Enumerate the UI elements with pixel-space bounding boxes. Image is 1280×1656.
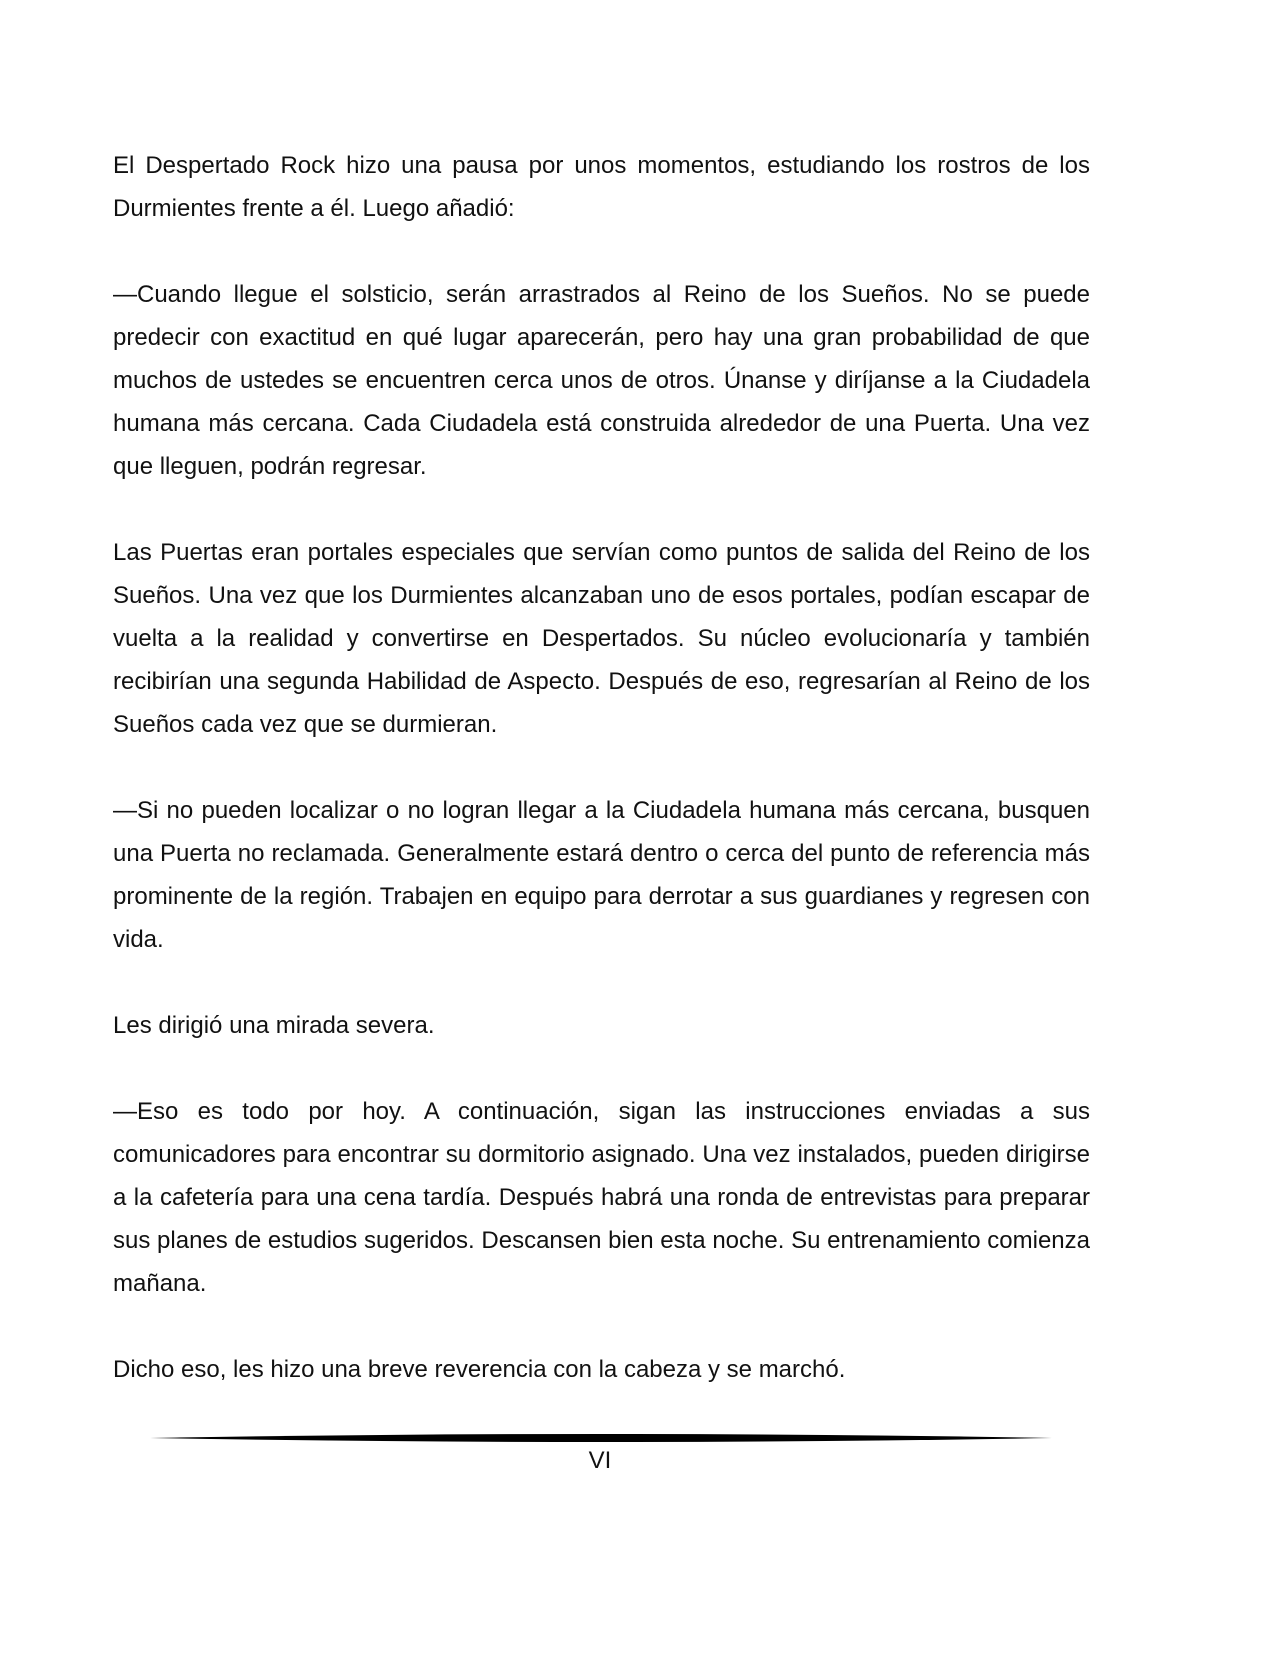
paragraph-7: Dicho eso, les hizo una breve reverencia con la cabeza y se marchó. bbox=[113, 1356, 846, 1383]
footer-divider bbox=[150, 1432, 1052, 1444]
page-number: VI bbox=[588, 1447, 612, 1474]
paragraph-3: Las Puertas eran portales especiales que servían como puntos de salida del Reino de los Sueños. Una vez que los Durmientes alcanzaban uno de esos portales, podían escapar de vuelta a la realidad y convertirse en Despertados. Su núcleo evolucionaría y también recibirían una segunda Habilidad de Aspecto. Después de eso, regresarían al Reino de los Sueños cada vez que se durmieran. bbox=[113, 539, 1090, 738]
paragraph-5: Les dirigió una mirada severa. bbox=[113, 1012, 435, 1039]
body-text bbox=[113, 144, 1090, 1391]
footer-divider-stroke bbox=[150, 1434, 1052, 1442]
paragraph-6: —Eso es todo por hoy. A continuación, sigan las instrucciones enviadas a sus comunicadores para encontrar su dormitorio asignado. Una vez instalados, pueden dirigirse a la cafetería para una cena tardía. Después habrá una ronda de entrevistas para preparar sus planes de estudios sugeridos. Descansen bien esta noche. Su entrenamiento comienza mañana. bbox=[113, 1098, 1090, 1297]
paragraph-1: El Despertado Rock hizo una pausa por unos momentos, estudiando los rostros de los Durmientes frente a él. Luego añadió: bbox=[113, 152, 1090, 222]
paragraph-4: —Si no pueden localizar o no logran llegar a la Ciudadela humana más cercana, busquen una Puerta no reclamada. Generalmente estará dentro o cerca del punto de referencia más prominente de la región. Trabajen en equipo para derrotar a sus guardianes y regresen con vida. bbox=[113, 797, 1090, 953]
paragraph-2: —Cuando llegue el solsticio, serán arrastrados al Reino de los Sueños. No se puede predecir con exactitud en qué lugar aparecerán, pero hay una gran probabilidad de que muchos de ustedes se encuentren cerca unos de otros. Únanse y diríjanse a la Ciudadela humana más cercana. Cada Ciudadela está construida alrededor de una Puerta. Una vez que lleguen, podrán regresar. bbox=[113, 281, 1090, 480]
